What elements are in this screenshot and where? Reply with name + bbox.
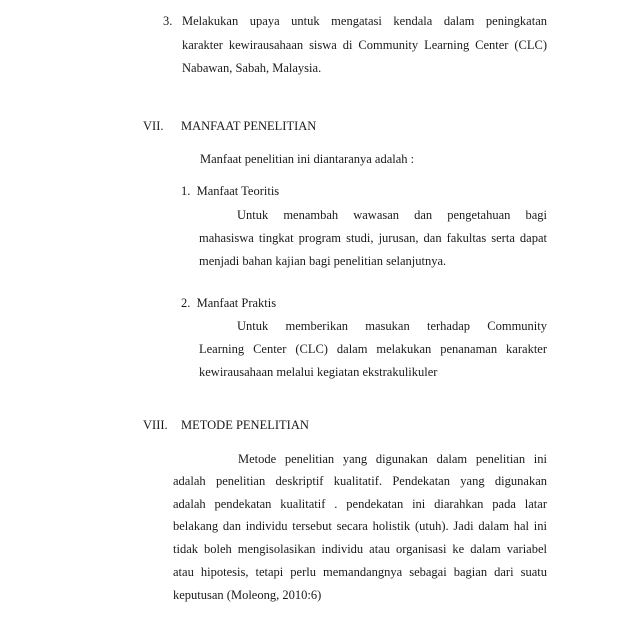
intro-text: Manfaat penelitian ini diantaranya adalah : <box>200 152 415 166</box>
text-line: atau hipotesis, tetapi perlu memandangnya sebagai bagian dari suatu <box>173 565 547 579</box>
text-line: Melakukan upaya untuk mengatasi kendala dalam peningkatan <box>182 14 547 28</box>
list-number: 3. <box>163 14 173 28</box>
text-line: adalah penelitian deskriptif kualitatif. Pendekatan yang digunakan <box>173 474 547 488</box>
benefit-label: 2. Manfaat Praktis <box>181 296 277 310</box>
section-title: MANFAAT PENELITIAN <box>181 119 317 133</box>
text-line: Metode penelitian yang digunakan dalam penelitian ini <box>238 452 547 466</box>
text-line: keputusan (Moleong, 2010:6) <box>173 588 322 602</box>
benefit-label: 1. Manfaat Teoritis <box>181 184 280 198</box>
text-line: Nabawan, Sabah, Malaysia. <box>182 61 322 75</box>
text-line: Learning Center (CLC) dalam melakukan penanaman karakter <box>199 342 547 356</box>
section-numeral: VIII. <box>143 418 168 432</box>
text-line: Untuk memberikan masukan terhadap Community <box>237 319 547 333</box>
text-line: belakang dan individu tersebut secara holistik (utuh). Jadi dalam hal ini <box>173 519 547 533</box>
section-numeral: VII. <box>143 119 164 133</box>
section-title: METODE PENELITIAN <box>181 418 309 432</box>
text-line: Untuk menambah wawasan dan pengetahuan bagi <box>237 208 547 222</box>
text-line: adalah pendekatan kualitatif . pendekatan ini diarahkan pada latar <box>173 497 547 511</box>
text-line: kewirausahaan melalui kegiatan ekstrakulikuler <box>199 365 438 379</box>
text-line: menjadi bahan kajian bagi penelitian selanjutnya. <box>199 254 447 268</box>
text-line: karakter kewirausahaan siswa di Community Learning Center (CLC) <box>182 38 547 52</box>
text-line: tidak boleh mengisolasikan individu atau organisasi ke dalam variabel <box>173 542 547 556</box>
text-line: mahasiswa tingkat program studi, jurusan, dan fakultas serta dapat <box>199 231 547 245</box>
